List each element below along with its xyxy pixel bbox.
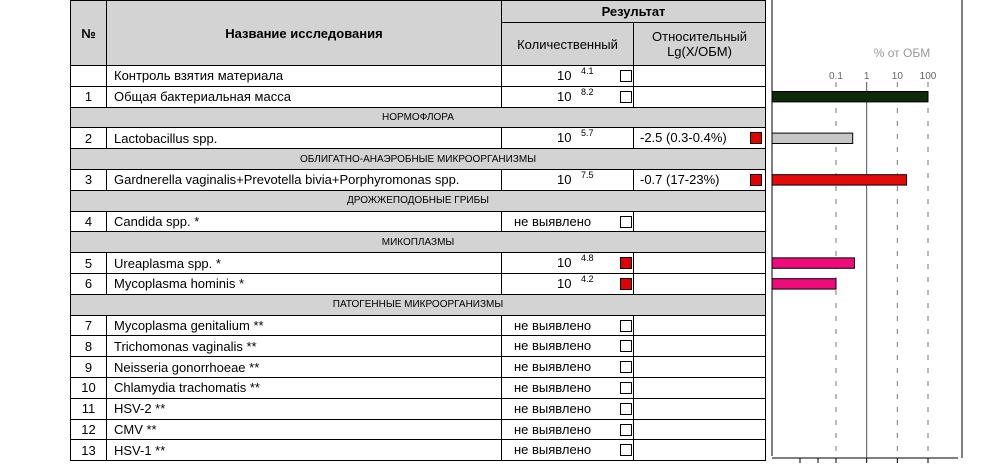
test-name: Neisseria gonorrhoeae ** [107,357,502,378]
quantity-base: 10 [557,130,572,146]
row-number: 11 [71,398,107,419]
not-detected-text: не выявлено [514,317,592,333]
table-row [71,86,766,107]
not-detected-text: не выявлено [514,338,592,354]
row-number: 6 [71,273,107,294]
test-name: Mycoplasma hominis * [107,273,502,294]
quantitative-cell [502,86,634,107]
table-row [71,440,766,461]
relative-cell [634,398,766,419]
relative-cell [634,66,766,87]
quantity-exponent: 7.5 [581,169,594,180]
test-name: Общая бактериальная масса [107,86,502,107]
results-table [70,0,766,461]
bar-row-3 [772,175,907,185]
row-number: 8 [71,336,107,357]
header-test-name: Название исследования [107,1,502,66]
quantitative-cell [502,211,634,232]
test-name: Trichomonas vaginalis ** [107,336,502,357]
quantity-exponent: 5.7 [581,128,594,139]
not-detected-text: не выявлено [514,359,592,375]
flag-red-icon [620,257,632,269]
quantity-base: 10 [557,68,572,83]
tick-label: 10 [891,71,903,82]
bar-row-2 [772,133,853,143]
section-row [71,107,766,128]
not-detected-text: не выявлено [514,421,592,437]
relative-cell [634,211,766,232]
quantity-base: 10 [557,88,572,104]
quantitative-cell [502,169,634,190]
row-number: 5 [71,253,107,274]
quantitative-cell [502,66,634,87]
quantitative-cell [502,336,634,357]
row-number: 13 [71,440,107,461]
test-name: Chlamydia trachomatis ** [107,377,502,398]
header-number: № [71,1,107,66]
section-label: ПАТОГЕННЫЕ МИКРООРГАНИЗМЫ [71,294,766,315]
header-quantitative: Количественный [502,23,634,66]
section-row [71,232,766,253]
relative-cell [634,440,766,461]
table-row [71,169,766,190]
flag-empty-icon [620,403,632,415]
flag-empty-icon [620,424,632,436]
header-relative-line2: Lg(X/ОБМ) [667,44,732,59]
test-name: CMV ** [107,419,502,440]
section-label: ОБЛИГАТНО-АНАЭРОБНЫЕ МИКРООРГАНИЗМЫ [71,149,766,170]
row-number: 7 [71,315,107,336]
flag-empty-icon [620,70,632,82]
table-row [71,315,766,336]
section-label: МИКОПЛАЗМЫ [71,232,766,253]
relative-cell [634,336,766,357]
relative-cell [634,169,766,190]
table-row [71,357,766,378]
flag-empty-icon [620,361,632,373]
header-result: Результат [502,1,766,23]
section-label: ДРОЖЖЕПОДОБНЫЕ ГРИБЫ [71,190,766,211]
bar-row-6 [772,279,836,289]
quantitative-cell [502,419,634,440]
section-row [71,190,766,211]
not-detected-text: не выявлено [514,213,592,229]
header-relative [634,23,766,66]
quantity-exponent: 4.2 [581,273,594,284]
quantity-exponent: 4.8 [581,253,594,264]
flag-empty-icon [620,340,632,352]
test-name: Lactobacillus spp. [107,128,502,149]
quantitative-cell [502,128,634,149]
quantity-base: 10 [557,171,572,187]
flag-red-icon [750,132,762,144]
quantity-base: 10 [557,275,572,291]
row-number: 9 [71,357,107,378]
quantitative-cell [502,398,634,419]
table-row [71,253,766,274]
tick-label: 0.1 [829,71,843,82]
table-row [71,336,766,357]
row-number: 1 [71,86,107,107]
quantity-base: 10 [557,255,572,271]
test-name: Candida spp. * [107,211,502,232]
table-row [71,398,766,419]
section-row [71,294,766,315]
not-detected-text: не выявлено [514,442,592,458]
table-row [71,128,766,149]
not-detected-text: не выявлено [514,400,592,416]
quantitative-cell [502,315,634,336]
section-row [71,149,766,170]
tick-label: 1 [863,71,870,82]
test-name: Gardnerella vaginalis+Prevotella bivia+Porphyromonas spp. [107,169,502,190]
section-label: НОРМОФЛОРА [71,107,766,128]
bar-row-1 [772,91,928,101]
header-relative-line1: Относительный [652,29,747,44]
flag-empty-icon [620,91,632,103]
flag-empty-icon [620,382,632,394]
row-number: 2 [71,128,107,149]
row-number: 10 [71,377,107,398]
relative-cell [634,419,766,440]
test-name: Контроль взятия материала [107,66,502,87]
relative-cell [634,253,766,274]
flag-empty-icon [620,444,632,456]
relative-cell [634,315,766,336]
flag-empty-icon [620,216,632,228]
relative-cell [634,357,766,378]
test-name: HSV-1 ** [107,440,502,461]
flag-red-icon [750,174,762,186]
table-row [71,377,766,398]
table-row [71,419,766,440]
table-row [71,66,766,87]
tick-label: 100 [919,71,937,82]
quantitative-cell [502,357,634,378]
test-name: HSV-2 ** [107,398,502,419]
table-row [71,273,766,294]
relative-cell [634,86,766,107]
not-detected-text: не выявлено [514,379,592,395]
quantitative-cell [502,377,634,398]
quantitative-cell [502,273,634,294]
relative-cell [634,273,766,294]
row-number: 3 [71,169,107,190]
table-row [71,211,766,232]
quantitative-cell [502,440,634,461]
quantity-exponent: 8.2 [581,86,594,97]
quantitative-cell [502,253,634,274]
percent-chart [770,0,970,466]
bar-row-5 [772,258,854,268]
chart-title: % от ОБМ [873,46,931,60]
relative-cell [634,377,766,398]
flag-empty-icon [620,320,632,332]
row-number: 12 [71,419,107,440]
relative-value: -2.5 (0.3-0.4%) [640,130,727,146]
relative-value: -0.7 (17-23%) [640,171,720,187]
relative-cell [634,128,766,149]
quantity-exponent: 4.1 [581,66,594,76]
test-name: Ureaplasma spp. * [107,253,502,274]
flag-red-icon [620,278,632,290]
row-number: 4 [71,211,107,232]
row-number [71,66,107,87]
test-name: Mycoplasma genitalium ** [107,315,502,336]
